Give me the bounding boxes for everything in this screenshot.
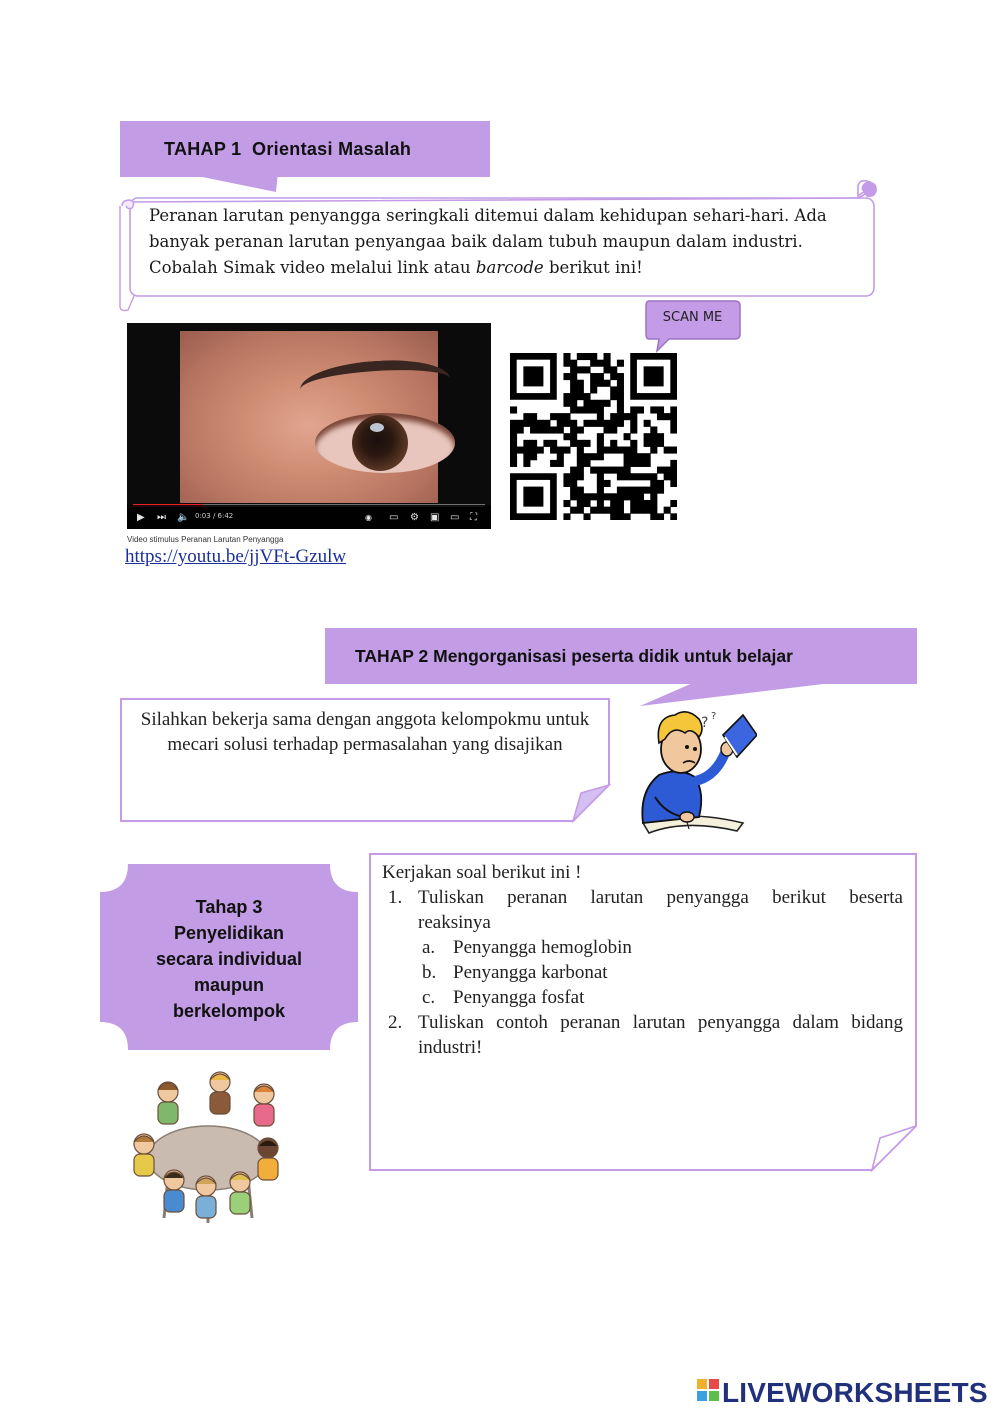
video-frame bbox=[180, 331, 438, 503]
theater-icon[interactable]: ▭ bbox=[450, 512, 460, 523]
stage3-line5: berkelompok bbox=[172, 1001, 286, 1021]
subtitles-icon[interactable]: ▭ bbox=[389, 512, 399, 523]
student-reading-illustration bbox=[625, 705, 757, 837]
questions-content bbox=[382, 860, 903, 1060]
stage1-banner bbox=[120, 121, 490, 177]
sub-item-letter: b. bbox=[422, 962, 437, 983]
sub-item-text: Penyangga fosfat bbox=[453, 987, 585, 1008]
question-1 bbox=[382, 885, 903, 935]
sub-item-letter: a. bbox=[422, 937, 436, 958]
sub-item-text: Penyangga karbonat bbox=[453, 962, 608, 983]
stage3-line3: secara individual bbox=[155, 949, 303, 969]
sub-item-letter: c. bbox=[422, 987, 436, 1008]
stage3-title bbox=[118, 894, 340, 1024]
fullscreen-icon[interactable]: ⛶ bbox=[470, 512, 477, 523]
stage1-text-part1: Peranan larutan penyangga seringkali ditemui dalam kehidupan sehari-hari. Ada banyak peranan larutan penyangaa baik dalam tubuh maupun dalam industri. Cobalah Simak video melalui link atau bbox=[149, 206, 827, 277]
autoplay-icon[interactable]: ◉ bbox=[365, 513, 372, 522]
eyebrow-image bbox=[299, 357, 451, 411]
eye-glint bbox=[370, 423, 384, 432]
settings-icon[interactable]: ⚙ bbox=[410, 512, 419, 523]
liveworksheets-logo-icon[interactable] bbox=[697, 1377, 721, 1403]
question-2 bbox=[382, 1010, 903, 1060]
video-thumbnail[interactable] bbox=[127, 323, 491, 529]
svg-text:?: ? bbox=[711, 711, 717, 722]
scan-me-bubble bbox=[643, 298, 743, 354]
sub-item-a bbox=[382, 935, 903, 960]
group-discussion-illustration bbox=[128, 1068, 288, 1228]
sub-item-text: Penyangga hemoglobin bbox=[453, 937, 632, 958]
video-link[interactable]: https://youtu.be/jjVFt-Gzulw bbox=[125, 546, 347, 567]
stage2-banner bbox=[325, 628, 917, 684]
svg-text:?: ? bbox=[701, 715, 709, 731]
sub-item-c bbox=[382, 985, 903, 1010]
liveworksheets-logo-text[interactable]: LIVEWORKSHEETS bbox=[722, 1377, 988, 1408]
stage3-line1: Tahap 3 bbox=[195, 897, 263, 917]
scan-me-label: SCAN ME bbox=[662, 310, 723, 325]
question-1-number: 1. bbox=[388, 887, 403, 908]
stage1-text-part2: berikut ini! bbox=[543, 258, 643, 277]
stage1-description bbox=[149, 203, 861, 281]
question-1-line1: Tuliskan peranan larutan penyangga berikut beserta bbox=[418, 887, 903, 908]
stage3-line4: maupun bbox=[194, 975, 264, 995]
stage2-title: TAHAP 2 Mengorganisasi peserta didik untuk belajar bbox=[355, 646, 793, 666]
volume-icon[interactable]: 🔈 bbox=[177, 512, 190, 523]
play-icon[interactable]: ▶ bbox=[137, 512, 145, 523]
qr-code[interactable] bbox=[510, 353, 677, 520]
sub-item-b bbox=[382, 960, 903, 985]
video-time: 0:03 / 6:42 bbox=[195, 512, 234, 520]
stage3-line2: Penyelidikan bbox=[173, 923, 285, 943]
question-1-line2: reaksinya bbox=[418, 912, 491, 933]
questions-intro: Kerjakan soal berikut ini ! bbox=[382, 862, 582, 883]
video-caption: Video stimulus Peranan Larutan Penyangga bbox=[127, 535, 284, 544]
next-icon[interactable]: ⏭ bbox=[157, 512, 166, 523]
stage1-title: TAHAP 1 Orientasi Masalah bbox=[164, 139, 412, 159]
question-2-number: 2. bbox=[388, 1012, 403, 1033]
stage2-text: Silahkan bekerja sama dengan anggota kelompokmu untuk mecari solusi terhadap permasalahan yang disajikan bbox=[140, 709, 590, 755]
question-2-text: Tuliskan contoh peranan larutan penyangga dalam bidang industri! bbox=[418, 1012, 903, 1058]
miniplayer-icon[interactable]: ▣ bbox=[430, 512, 440, 523]
stage1-text-italic: barcode bbox=[475, 258, 544, 277]
